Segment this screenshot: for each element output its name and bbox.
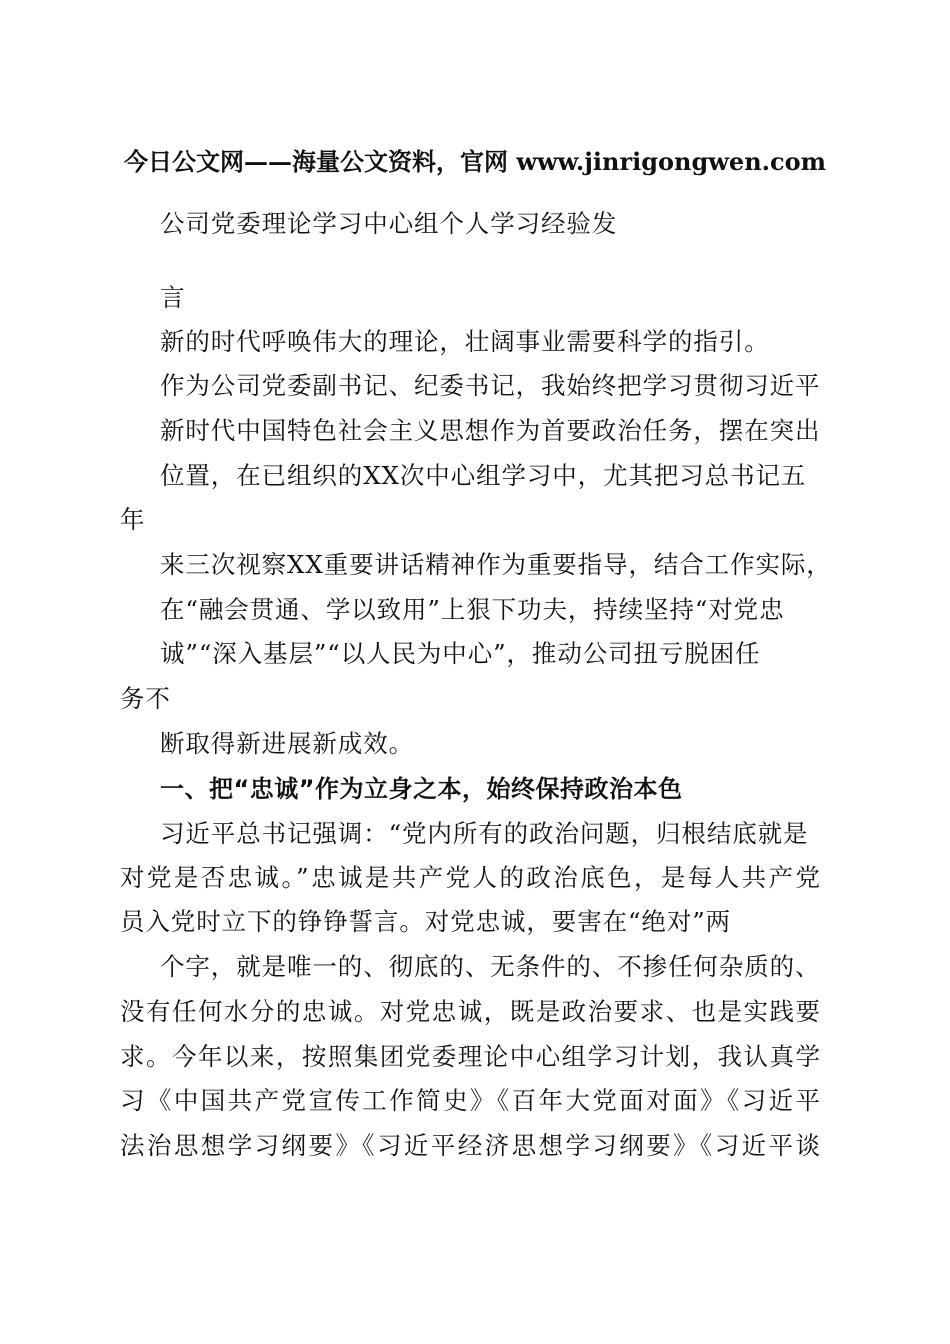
paragraph-line: 在“融会贯通、学以致用”上狠下功夫，持续坚持“对党忠 bbox=[160, 595, 785, 624]
paragraph-line: 新的时代呼唤伟大的理论，壮阔事业需要科学的指引。 bbox=[160, 327, 770, 356]
section-heading: 一、把“忠诚”作为立身之本，始终保持政治本色 bbox=[160, 775, 683, 803]
paragraph-line: 个字，就是唯一的、彻底的、无条件的、不掺任何杂质的、 bbox=[160, 952, 821, 981]
paragraph-line: 来三次视察XX重要讲话精神作为重要指导，结合工作实际， bbox=[160, 550, 832, 579]
site-header: 今日公文网——海量公文资料，官网 www.jinrigongwen.com bbox=[123, 147, 827, 176]
paragraph-line: 求。今年以来，按照集团党委理论中心组学习计划，我认真学 bbox=[120, 1042, 820, 1071]
paragraph-line: 作为公司党委副书记、纪委书记，我始终把学习贯彻习近平 bbox=[160, 371, 821, 400]
paragraph-line: 没有任何水分的忠诚。对党忠诚，既是政治要求、也是实践要 bbox=[120, 997, 820, 1026]
paragraph-line: 习《中国共产党宣传工作简史》《百年大党面对面》《习近平 bbox=[120, 1086, 820, 1115]
paragraph-line: 新时代中国特色社会主义思想作为首要政治任务，摆在突出 bbox=[160, 416, 821, 445]
paragraph-line: 法治思想学习纲要》《习近平经济思想学习纲要》《习近平谈 bbox=[120, 1131, 820, 1160]
paragraph-line: 习近平总书记强调：“党内所有的政治问题，归根结底就是 bbox=[160, 819, 809, 848]
paragraph-line: 对党是否忠诚。”忠诚是共产党人的政治底色，是每人共产党 bbox=[120, 863, 820, 892]
paragraph-line: 年 bbox=[120, 505, 146, 534]
paragraph-line: 诚”“深入基层”“以人民为中心”，推动公司扭亏脱困任 bbox=[160, 639, 761, 668]
paragraph-line: 断取得新进展新成效。 bbox=[160, 729, 414, 758]
doc-title-line-2: 言 bbox=[160, 283, 186, 312]
paragraph-line: 务不 bbox=[120, 684, 171, 713]
paragraph-line: 员入党时立下的铮铮誓言。对党忠诚，要害在“绝对”两 bbox=[120, 907, 732, 936]
paragraph-line: 位置，在已组织的XX次中心组学习中，尤其把习总书记五 bbox=[160, 461, 807, 490]
doc-title-line-1: 公司党委理论学习中心组个人学习经验发 bbox=[160, 209, 618, 238]
